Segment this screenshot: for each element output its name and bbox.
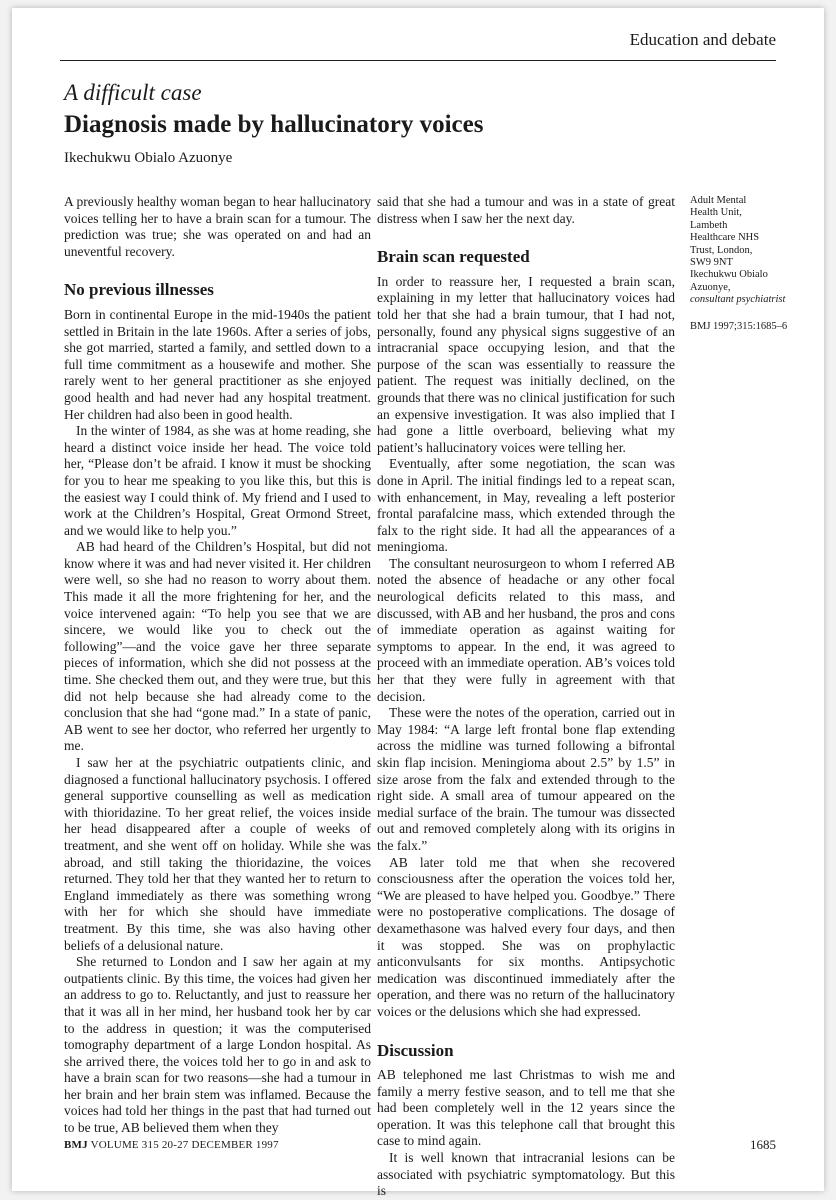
paragraph: These were the notes of the operation, carried out in May 1984: “A large left frontal bone flap extending across the midline was turned following a bifrontal skin flap incision. Meningioma about 2.5” by 1.5” in size arose from the falx and extended through to the right side. A small area of tumour appeared on the medial surface of the brain. The tumour was dissected out and removed completely along with its origins in the falx.” — [377, 705, 675, 853]
affiliation-line: Lambeth — [690, 219, 728, 231]
paragraph: In the winter of 1984, as she was at home reading, she heard a distinct voice inside her head. The voice told her, “Please don’t be afraid. I know it must be shocking for you to hear me speaking to you like this, but this is the easiest way I could think of. My friend and I used to work at the Children’s Hospital, Great Ormond Street, and we would like to help you.” — [64, 423, 371, 538]
paragraph: I saw her at the psychiatric outpatients clinic, and diagnosed a functional hallucinatory psychosis. I offered general supportive counselling as well as medication with thioridazine. To her great relief, the voices inside her head disappeared after a couple of weeks of treatment, and she went off on holiday. While she was abroad, and still taking the thioridazine, the voices returned. They told her that they wanted her to return to England immediately as there was something wrong with her for which she should have immediate treatment. By this time, she was also having other beliefs of a delusional nature. — [64, 755, 371, 953]
journal-page — [12, 8, 824, 1199]
column-left — [64, 194, 371, 1137]
citation: BMJ 1997;315:1685–6 — [690, 320, 788, 332]
section-heading: Discussion — [377, 1040, 454, 1060]
journal-volume: VOLUME 315 20-27 DECEMBER 1997 — [90, 1139, 279, 1151]
section-label: Education and debate — [629, 30, 776, 49]
paragraph: Born in continental Europe in the mid-1940s the patient settled in Britain in the late 1960s. After a series of jobs, she got married, started a family, and settled down to a full time commitment as a housewife and mother. She rarely went to her general practitioner as she enjoyed good health and had never had any hospital treatment. Her children had also been in good health. — [64, 306, 371, 422]
paragraph: AB telephoned me last Christmas to wish me and family a merry festive season, and to tell me that she had been completely well in the 12 years since the operation. It was this telephone call that brought this case to mind again. — [377, 1067, 675, 1149]
author-name-line: Azuonye, — [690, 281, 731, 293]
author-affiliation — [690, 195, 790, 333]
section-heading: Brain scan requested — [377, 247, 530, 267]
section-heading: No previous illnesses — [64, 280, 214, 300]
column-right — [377, 194, 675, 1200]
page-number: 1685 — [750, 1137, 776, 1152]
affiliation-line: SW9 9NT — [690, 257, 733, 269]
paragraph: She returned to London and I saw her again at my outpatients clinic. By this time, the voices had given her an address to go to. Reluctantly, and just to reassure her that it was all in her mind, her husband took her by car to the address in question; it was the computerised tomography department of a large London hospital. As she arrived there, the voices told her to go in and ask to have a brain scan for two reasons—she had a tumour in her brain and her brain stem was inflamed. Because the voices had told her things in the past that had turned out to be true, AB believed them when they — [64, 954, 371, 1136]
paragraph: In order to reassure her, I requested a brain scan, explaining in my letter that hallucinatory voices had told her that she had a brain tumour, that I had not, personally, found any physical signs suggestive of an intracranial space occupying lesion, and that the purpose of the scan was essentially to reassure the patient. The request was initially declined, on the grounds that there was no clinical justification for such an expensive investigation. It was also implied that I had gone a little overboard, believing what my patient’s hallucinatory voices were telling her. — [377, 273, 675, 455]
paragraph: AB had heard of the Children’s Hospital, but did not know where it was and had never visited it. Her children were well, so she had no reason to worry about them. This made it all the more frightening for her, and the voice intervened again: “To help you see that we are sincere, we would like you to check out the following”—and the voice gave her three separate pieces of information, which she did not possess at the time. She checked them out, and they were true, but this did not help because she had already come to the conclusion that she had “gone mad.” In a state of panic, AB went to see her doctor, who referred her urgently to me. — [64, 539, 371, 754]
affiliation-line: Healthcare NHS — [690, 232, 760, 244]
abstract: A previously healthy woman began to hear hallucinatory voices telling her to have a brain scan for a tumour. The prediction was true; she was operated on and had an uneventful recovery. — [64, 194, 371, 259]
author-name-line: Ikechukwu Obialo — [690, 269, 768, 281]
footer-journal — [64, 1139, 279, 1151]
affiliation-line: Health Unit, — [690, 207, 742, 219]
header-rule — [60, 60, 776, 61]
article-author: Ikechukwu Obialo Azuonye — [64, 150, 233, 166]
article-title: Diagnosis made by hallucinatory voices — [64, 111, 484, 138]
affiliation-line: Trust, London, — [690, 244, 753, 256]
affiliation-line: Adult Mental — [690, 195, 747, 206]
author-role: consultant psychiatrist — [690, 294, 786, 306]
journal-name: BMJ — [64, 1139, 88, 1151]
paragraph: The consultant neurosurgeon to whom I referred AB noted the absence of headache or any other focal neurological deficits related to this mass, and discussed, with AB and her husband, the pros and cons of immediate operation as against waiting for symptoms to appear. In the end, it was agreed to proceed with an immediate operation. AB’s voices told her that they were fully in agreement with that decision. — [377, 555, 675, 704]
paragraph: It is well known that intracranial lesions can be associated with psychiatric symptomatology. But this is — [377, 1150, 675, 1199]
paragraph: said that she had a tumour and was in a state of great distress when I saw her the next day. — [377, 194, 675, 226]
paragraph: AB later told me that when she recovered consciousness after the operation the voices told her, “We are pleased to have helped you. Goodbye.” There were no postoperative complications. The dosage of dexamethasone was halved every four days, and then it was stopped. She was on prophylactic anticonvulsants for six months. Antipsychotic medication was discontinued immediately after the operation, and there was no return of the hallucinatory voices or the delusions which she had expressed. — [377, 854, 675, 1019]
article-kicker: A difficult case — [64, 80, 202, 105]
paragraph: Eventually, after some negotiation, the scan was done in April. The initial findings led to a repeat scan, with enhancement, in May, revealing a left posterior frontal parafalcine mass, which extended through the falx to the right side. It had all the appearances of a meningioma. — [377, 456, 675, 555]
